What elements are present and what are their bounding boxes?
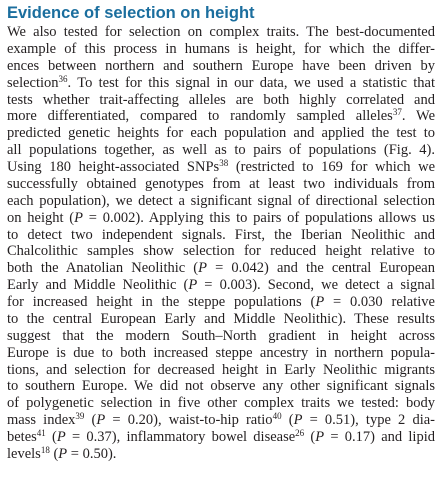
italic-symbol: P (293, 412, 303, 429)
text-run: We also tested for selection on complex traits. The best-documented (7, 24, 435, 40)
text-run: (restricted to 169 for which we (228, 159, 435, 175)
text-line (7, 243, 435, 260)
text-run: ences between northern and southern Europe have been driven by (7, 57, 435, 74)
text-line (7, 227, 435, 244)
text-line (7, 294, 435, 311)
text-run: = 0.002). Applying this to pairs of populations allows us (83, 209, 435, 226)
text-run: = 0.17) and lipid (324, 429, 435, 445)
text-run: more differentiated, compared to randomly sampled alleles (7, 108, 393, 125)
citation-superscript: 38 (219, 158, 229, 168)
text-line (7, 176, 435, 193)
text-line (7, 41, 435, 58)
italic-symbol: P (315, 429, 325, 445)
text-run: mass index (7, 412, 76, 429)
citation-superscript: 26 (295, 428, 305, 438)
citation-superscript: 37 (392, 107, 402, 118)
text-run: suggest that the modern South–North gradient in height across (7, 327, 435, 344)
text-run: ( (281, 412, 294, 429)
text-run: tions, and selection for decreased height in Early Neolithic migrants (7, 361, 435, 378)
text-run: = 0.003). Second, we detect a signal (197, 277, 435, 294)
text-run: of polygenetic selection in five other complex traits we tested: body (7, 395, 435, 412)
text-run: ( (45, 429, 57, 445)
text-line (7, 92, 435, 109)
text-line (7, 378, 435, 395)
text-run: . To test for this signal in our data, we used a statistic that (67, 74, 435, 91)
text-run: for increased height in the steppe populations ( (7, 294, 316, 310)
text-run: levels (7, 445, 41, 462)
italic-symbol: P (198, 260, 207, 277)
italic-symbol: P (315, 294, 325, 310)
text-run: ( (49, 445, 59, 462)
text-run: Using 180 height-associated SNPs (7, 159, 220, 175)
italic-symbol: P (96, 412, 106, 429)
text-line (7, 142, 435, 159)
section-heading: Evidence of selection on height (7, 4, 255, 22)
text-line (7, 24, 435, 41)
citation-superscript: 40 (272, 411, 282, 422)
text-run: = 0.51), type 2 dia- (302, 412, 435, 429)
text-run: tests whether trait-affecting alleles are both highly correlated and (7, 91, 435, 108)
citation-superscript: 41 (36, 428, 46, 438)
text-run: Chalcolithic samples show selection for reduced height relative to (7, 243, 435, 260)
text-line (7, 159, 435, 176)
text-run: all populations together, as well as to pairs of populations (Fig. 4). (7, 142, 435, 159)
text-run: example of this process in humans is height, for which the differ- (7, 40, 435, 57)
text-run: . We (401, 108, 435, 125)
text-run: on height ( (7, 209, 75, 226)
text-line (7, 108, 435, 125)
italic-symbol: P (188, 277, 198, 294)
citation-superscript: 39 (75, 411, 85, 422)
italic-symbol: P (56, 429, 66, 445)
text-line (7, 75, 435, 92)
text-run: betes (7, 429, 37, 445)
citation-superscript: 18 (40, 444, 50, 455)
text-line (7, 260, 435, 277)
italic-symbol: P (74, 209, 83, 226)
body-paragraph (7, 24, 435, 463)
text-line (7, 125, 435, 142)
text-line (7, 345, 435, 362)
text-run: both the Anatolian Neolithic ( (7, 260, 199, 277)
text-run: predicted genetic heights for each population and applied the test to (7, 125, 435, 142)
text-run: Europe is due to both increased steppe ancestry in northern popula- (7, 344, 435, 361)
text-run: = 0.20), waist-to-hip ratio (105, 412, 273, 429)
text-line (7, 277, 435, 294)
text-line (7, 58, 435, 75)
text-run: = 0.37), inflammatory bowel disease (65, 429, 296, 445)
text-run: ( (304, 429, 316, 445)
text-run: to detect two independent signals. First, the Iberian Neolithic and (7, 226, 435, 243)
citation-superscript: 36 (58, 73, 68, 84)
text-line (7, 193, 435, 210)
text-line (7, 362, 435, 379)
text-run: Early and Middle Neolithic ( (7, 277, 189, 294)
text-line (7, 210, 435, 227)
text-line (7, 446, 435, 463)
text-run: successfully obtained genotypes from at least two individuals from (7, 175, 435, 192)
text-run: selection (7, 74, 59, 91)
text-line (7, 395, 435, 412)
text-line (7, 328, 435, 345)
text-run: to the central European Early and Middle Neolithic). These results (7, 310, 435, 327)
text-run: to southern Europe. We did not observe any other significant signals (7, 378, 435, 395)
text-line (7, 311, 435, 328)
text-run: = 0.030 relative (324, 294, 435, 310)
text-run: = 0.042) and the central European (207, 260, 435, 277)
text-run: ( (84, 412, 97, 429)
italic-symbol: P (58, 445, 68, 462)
text-line (7, 412, 435, 429)
text-line (7, 429, 435, 446)
text-run: each population), we detect a significant signal of directional selection (7, 192, 435, 209)
text-run: = 0.50). (67, 445, 117, 462)
